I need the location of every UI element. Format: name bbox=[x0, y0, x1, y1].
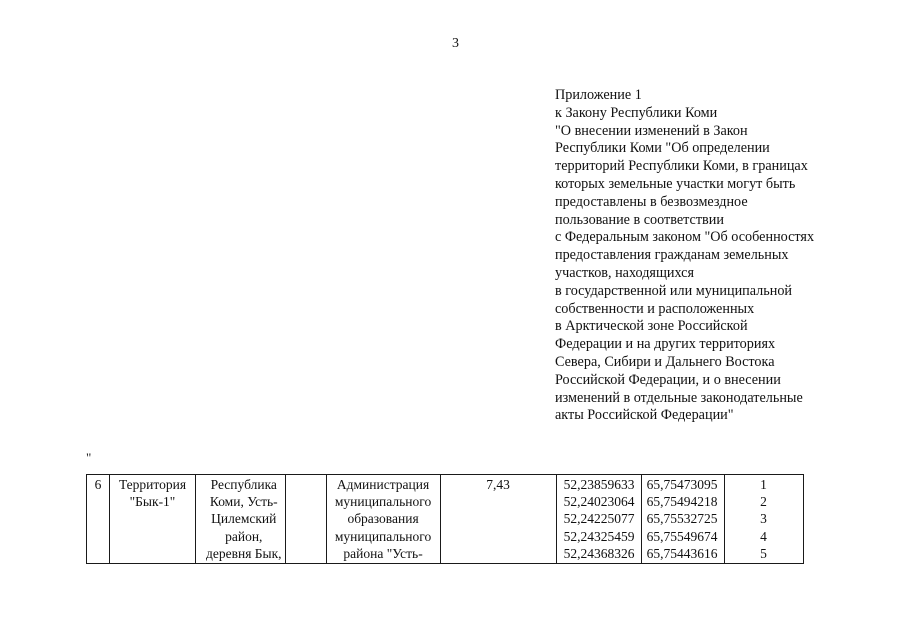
administration-line: муниципального bbox=[334, 494, 432, 510]
appendix-line: которых земельные участки могут быть bbox=[555, 175, 796, 192]
area-value: 7,43 bbox=[486, 477, 510, 492]
region-line: деревня Бык, bbox=[206, 545, 282, 561]
longitude-value: 65,75443616 bbox=[646, 545, 718, 561]
latitude-value: 52,24368326 bbox=[563, 545, 635, 561]
region-line: Коми, Усть- bbox=[209, 494, 278, 510]
point-number: 3 bbox=[760, 511, 767, 527]
point-number: 2 bbox=[760, 494, 767, 510]
appendix-heading bbox=[555, 87, 855, 425]
appendix-line: к Закону Республики Коми bbox=[555, 104, 718, 121]
region-line: Цилемский bbox=[211, 511, 277, 527]
territory-name-cell bbox=[110, 475, 196, 564]
point-number: 1 bbox=[760, 477, 767, 492]
opening-quote-mark: " bbox=[86, 450, 92, 465]
appendix-line: Федерации и на других территориях bbox=[555, 336, 776, 353]
point-number-cell bbox=[724, 475, 803, 564]
appendix-line: в Арктической зоне Российской bbox=[555, 318, 748, 335]
longitude-value: 65,75532725 bbox=[646, 511, 718, 527]
appendix-line: "О внесении изменений в Закон bbox=[555, 122, 748, 139]
region-cell bbox=[196, 475, 286, 564]
appendix-line: предоставления гражданам земельных bbox=[555, 247, 789, 264]
territory-name-line: "Бык-1" bbox=[129, 494, 176, 510]
appendix-line: с Федеральным законом "Об особенностях bbox=[555, 229, 815, 246]
appendix-line: Российской Федерации, и о внесении bbox=[555, 371, 781, 388]
territory-table bbox=[86, 474, 804, 564]
latitude-value: 52,24225077 bbox=[563, 511, 635, 527]
administration-cell bbox=[326, 475, 440, 564]
longitude-value: 65,75549674 bbox=[646, 528, 718, 544]
territory-name-line: Территория bbox=[118, 477, 187, 492]
administration-line: района "Усть- bbox=[343, 545, 423, 561]
administration-line: образования bbox=[347, 511, 419, 527]
administration-line: муниципального bbox=[334, 528, 432, 544]
point-number: 5 bbox=[760, 545, 767, 561]
appendix-line: акты Российской Федерации" bbox=[555, 407, 734, 424]
latitude-value: 52,24023064 bbox=[563, 494, 635, 510]
appendix-line: пользование в соответствии bbox=[555, 211, 724, 228]
area-cell bbox=[440, 475, 556, 564]
row-number-cell bbox=[87, 475, 110, 564]
row-number: 6 bbox=[94, 477, 102, 492]
region-line: район, bbox=[225, 528, 263, 544]
longitude-cell bbox=[641, 475, 724, 564]
latitude-value: 52,23859633 bbox=[563, 477, 635, 492]
empty-cell bbox=[285, 475, 326, 564]
appendix-line: территорий Республики Коми, в границах bbox=[555, 158, 808, 175]
administration-line: Администрация bbox=[336, 477, 430, 492]
appendix-line: в государственной или муниципальной bbox=[555, 282, 793, 299]
appendix-line: участков, находящихся bbox=[555, 264, 694, 281]
appendix-line: Приложение 1 bbox=[555, 87, 642, 103]
longitude-value: 65,75473095 bbox=[646, 477, 718, 492]
page-number: 3 bbox=[452, 36, 459, 51]
appendix-line: Севера, Сибири и Дальнего Востока bbox=[555, 353, 775, 370]
latitude-cell bbox=[556, 475, 641, 564]
appendix-line: изменений в отдельные законодательные bbox=[555, 389, 803, 406]
appendix-line: предоставлены в безвозмездное bbox=[555, 193, 748, 210]
region-line: Республика bbox=[210, 477, 277, 492]
longitude-value: 65,75494218 bbox=[646, 494, 718, 510]
appendix-line: собственности и расположенных bbox=[555, 300, 755, 317]
table-row bbox=[87, 475, 804, 564]
latitude-value: 52,24325459 bbox=[563, 528, 635, 544]
point-number: 4 bbox=[760, 528, 767, 544]
appendix-line: Республики Коми "Об определении bbox=[555, 140, 770, 157]
